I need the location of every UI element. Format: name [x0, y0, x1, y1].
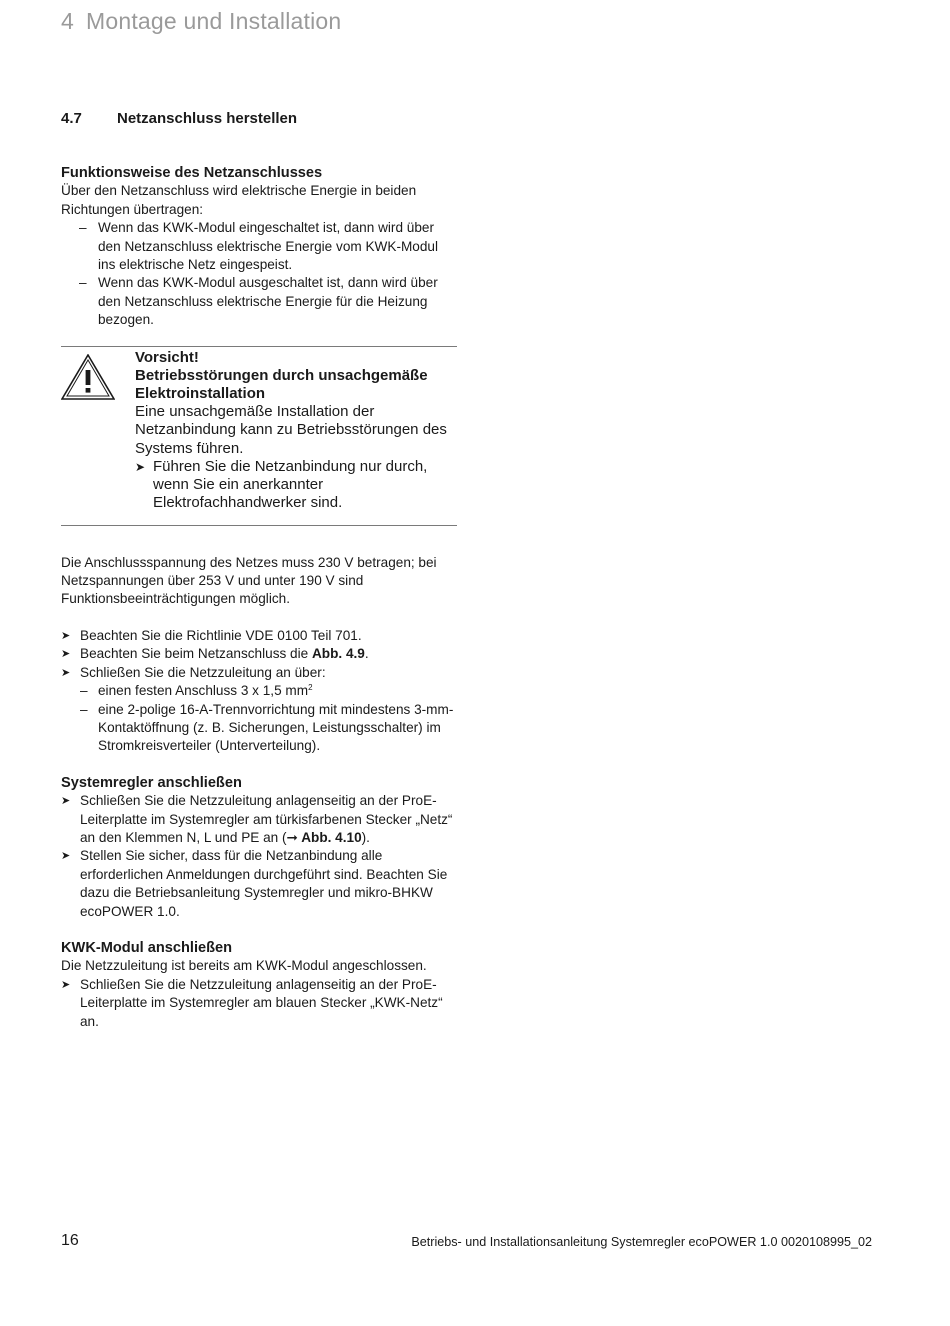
sub-list-item: – eine 2-polige 16-A-Trennvorrichtung mit mindestens 3-mm-Kontaktöffnung (z. B. Sicherungen, Leistungsschalter) im Stromkreisverteiler (Unterverteilung). — [80, 701, 457, 756]
heading-funktionsweise: Funktionsweise des Netzanschlusses — [61, 165, 323, 181]
dash-list — [61, 219, 457, 329]
heading-systemregler: Systemregler anschließen — [61, 774, 242, 791]
chapter-title: Montage und Installation — [86, 8, 342, 34]
steps-list — [61, 627, 457, 756]
step-text: . — [364, 646, 369, 662]
list-item — [61, 976, 457, 1031]
warning-box — [61, 346, 457, 526]
sub-item-text: einen festen Anschluss 3 x 1,5 mm — [98, 683, 309, 699]
voltage-paragraph: Die Anschlussspannung des Netzes muss 230 V betragen; bei Netzspannungen über 253 V und unter 190 V sind Funktionsbeeinträchtigungen möglich. — [61, 554, 437, 607]
chapter-header — [61, 8, 341, 35]
paragraph-intro: Über den Netzanschluss wird elektrische Energie in beiden Richtungen übertragen: — [61, 183, 417, 217]
superscript: 2 — [308, 683, 313, 693]
footer-text: Betriebs- und Installationsanleitung Systemregler ecoPOWER 1.0 0020108995_02 — [411, 1235, 872, 1249]
arrow-bullet-icon: ➤ — [61, 978, 71, 991]
arrow-bullet-icon: ➤ — [61, 850, 71, 863]
systemregler-steps — [61, 792, 457, 921]
arrow-bullet-icon: ➤ — [61, 795, 71, 808]
arrow-bullet-icon: ➤ — [61, 648, 71, 661]
step-text: Beachten Sie beim Netzanschluss die — [80, 646, 312, 662]
section-title — [61, 110, 297, 127]
figure-reference: ➞ Abb. 4.10 — [286, 829, 362, 845]
step-text: Stellen Sie sicher, dass für die Netzanbindung alle erforderlichen Anmeldungen durchgeführt sind. Beachten Sie dazu die Betriebsanleitung Systemregler und mikro-BHKW ecoPOWER 1.0. — [80, 848, 448, 919]
sub-list — [80, 682, 457, 756]
list-item — [61, 664, 457, 756]
step-text: Schließen Sie die Netzzuleitung anlagenseitig an der ProE-Leiterplatte im Systemregler am blauen Stecker „KWK-Netz“ an. — [80, 976, 443, 1029]
warning-body: Eine unsachgemäße Installation der Netzanbindung kann zu Betriebsstörungen des Systems führen. — [135, 403, 447, 457]
list-item: – Wenn das KWK-Modul ausgeschaltet ist, dann wird über den Netzanschluss elektrische Energie für die Heizung bezogen. — [61, 274, 457, 329]
warning-action-list — [135, 458, 457, 513]
warning-action-text: Führen Sie die Netzanbindung nur durch, wenn Sie ein anerkannter Elektrofachhandwerker sind. — [153, 457, 428, 512]
list-item — [61, 847, 457, 921]
chapter-number: 4 — [61, 8, 74, 34]
main-content — [61, 164, 457, 1031]
warning-triangle-icon — [61, 354, 115, 400]
step-text: Beachten Sie die Richtlinie VDE 0100 Teil 701. — [80, 627, 362, 643]
kwk-steps — [61, 976, 457, 1031]
step-text: ). — [361, 829, 370, 845]
list-item: – Wenn das KWK-Modul eingeschaltet ist, dann wird über den Netzanschluss elektrische Energie vom KWK-Modul ins elektrische Netz eingespeist. — [61, 219, 457, 274]
arrow-bullet-icon: ➤ — [135, 459, 146, 474]
sub-list-item — [80, 682, 457, 700]
step-text: Schließen Sie die Netzzuleitung an über: — [80, 664, 326, 680]
section-title-text: Netzanschluss herstellen — [117, 110, 298, 127]
kwk-intro: Die Netzzuleitung ist bereits am KWK-Modul angeschlossen. — [61, 958, 427, 974]
warning-text — [135, 349, 457, 513]
list-item — [61, 627, 457, 645]
section-number: 4.7 — [61, 110, 82, 127]
warning-title: Betriebsstörungen durch unsachgemäße Elektroinstallation — [135, 366, 428, 403]
warning-action — [135, 458, 457, 513]
page-number: 16 — [61, 1232, 79, 1249]
list-item — [61, 645, 457, 663]
arrow-bullet-icon: ➤ — [61, 629, 71, 642]
warning-label: Vorsicht! — [135, 348, 199, 366]
figure-reference: Abb. 4.9 — [311, 646, 365, 662]
step-text: Schließen Sie die Netzzuleitung anlagenseitig an der ProE-Leiterplatte im Systemregler am türkisfarbenen Stecker „Netz“ an den Klemmen N, L und PE an ( — [80, 793, 453, 845]
heading-kwk: KWK-Modul anschließen — [61, 939, 233, 956]
list-item — [61, 792, 457, 847]
arrow-bullet-icon: ➤ — [61, 666, 71, 679]
